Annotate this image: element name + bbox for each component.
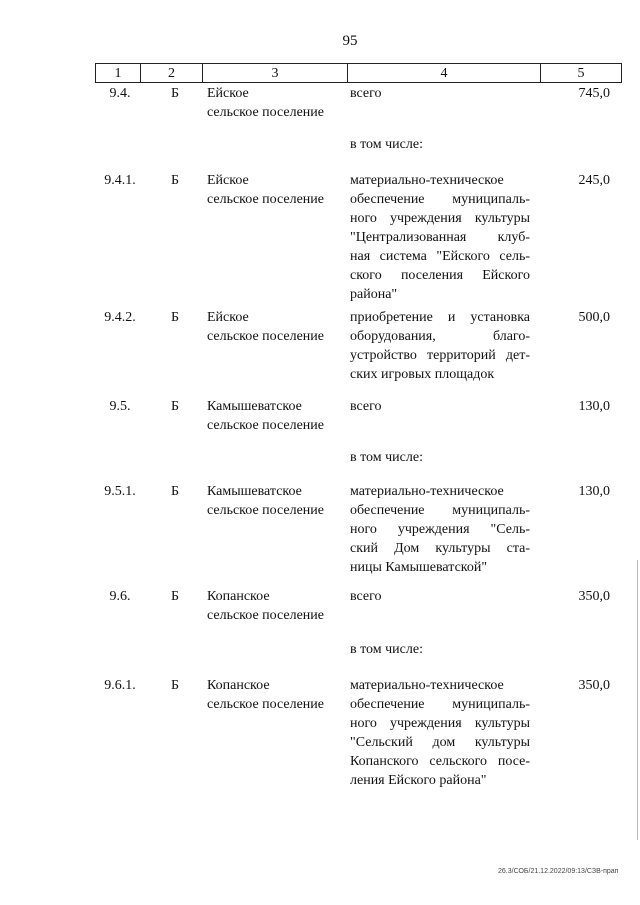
page-number: 95 (342, 33, 358, 49)
row-purpose (350, 640, 530, 659)
row-code: 9.6.1. (104, 678, 136, 693)
purpose-line: ная система "Ейского сель- (350, 249, 530, 264)
row-settlement (207, 482, 347, 520)
purpose-line: "Сельский дом культуры (350, 735, 530, 750)
row-settlement (207, 171, 347, 209)
settlement-line: Копанское (207, 589, 270, 604)
settlement-line: Камышеватское (207, 484, 302, 499)
settlement-line: сельское поселение (207, 503, 324, 518)
purpose-line: ницы Камышеватской" (350, 560, 488, 575)
settlement-line: сельское поселение (207, 105, 324, 120)
row-code: 9.5.1. (104, 484, 136, 499)
header-col-3: 3 (202, 63, 347, 83)
footer-code: 26.3/СОБ/21.12.2022/09:13/СЗВ-прап (498, 868, 619, 875)
purpose-line: в том числе: (350, 642, 423, 657)
row-type: Б (170, 310, 180, 325)
purpose-line: всего (350, 399, 382, 414)
purpose-line: оборудования, благо- (350, 329, 530, 344)
row-code: 9.4. (109, 86, 131, 101)
purpose-line: материально-техническое (350, 678, 504, 693)
purpose-line: материально-техническое (350, 484, 504, 499)
settlement-line: сельское поселение (207, 192, 324, 207)
scan-edge-line (637, 560, 638, 840)
settlement-line: сельское поселение (207, 418, 324, 433)
settlement-line: Ейское (207, 310, 249, 325)
purpose-line: обеспечение муниципаль- (350, 192, 530, 207)
row-amount: 500,0 (578, 310, 610, 325)
row-purpose (350, 171, 530, 304)
row-amount: 350,0 (578, 589, 610, 604)
purpose-line: ного учреждения культуры (350, 211, 530, 226)
row-purpose (350, 587, 530, 606)
row-settlement (207, 676, 347, 714)
settlement-line: Камышеватское (207, 399, 302, 414)
purpose-line: всего (350, 86, 382, 101)
purpose-line: ного учреждения "Сель- (350, 522, 530, 537)
purpose-line: ления Ейского района" (350, 773, 487, 788)
purpose-line: в том числе: (350, 137, 423, 152)
row-settlement (207, 397, 347, 435)
row-amount: 745,0 (578, 86, 610, 101)
purpose-line: ного учреждения культуры (350, 716, 530, 731)
header-col-1: 1 (95, 63, 140, 83)
row-type: Б (170, 678, 180, 693)
row-settlement (207, 308, 347, 346)
purpose-line: ских игровых площадок (350, 367, 495, 382)
settlement-line: Ейское (207, 173, 249, 188)
row-code: 9.4.2. (104, 310, 136, 325)
row-code: 9.6. (109, 589, 131, 604)
row-amount: 245,0 (578, 173, 610, 188)
purpose-line: района" (350, 287, 398, 302)
row-purpose (350, 482, 530, 577)
purpose-line: обеспечение муниципаль- (350, 697, 530, 712)
settlement-line: Копанское (207, 678, 270, 693)
row-purpose (350, 397, 530, 416)
row-amount: 130,0 (578, 484, 610, 499)
table-header (95, 63, 622, 83)
row-settlement (207, 587, 347, 625)
purpose-line: приобретение и установка (350, 310, 530, 325)
purpose-line: материально-техническое (350, 173, 504, 188)
row-code: 9.4.1. (104, 173, 136, 188)
row-purpose (350, 308, 530, 384)
row-type: Б (170, 484, 180, 499)
row-type: Б (170, 399, 180, 414)
settlement-line: сельское поселение (207, 608, 324, 623)
row-purpose (350, 135, 530, 154)
row-type: Б (170, 86, 180, 101)
purpose-line: устройство территорий дет- (350, 348, 530, 363)
row-purpose (350, 448, 530, 467)
purpose-line: ского поселения Ейского (350, 268, 530, 283)
purpose-line: "Централизованная клуб- (350, 230, 530, 245)
purpose-line: ский Дом культуры ста- (350, 541, 530, 556)
purpose-line: всего (350, 589, 382, 604)
row-type: Б (170, 173, 180, 188)
header-col-2: 2 (140, 63, 202, 83)
row-purpose (350, 84, 530, 103)
header-col-4: 4 (347, 63, 540, 83)
settlement-line: сельское поселение (207, 329, 324, 344)
purpose-line: обеспечение муниципаль- (350, 503, 530, 518)
header-col-5: 5 (540, 63, 622, 83)
settlement-line: Ейское (207, 86, 249, 101)
row-amount: 350,0 (578, 678, 610, 693)
purpose-line: Копанского сельского посе- (350, 754, 530, 769)
purpose-line: в том числе: (350, 450, 423, 465)
row-code: 9.5. (109, 399, 131, 414)
row-settlement (207, 84, 347, 122)
row-type: Б (170, 589, 180, 604)
settlement-line: сельское поселение (207, 697, 324, 712)
row-amount: 130,0 (578, 399, 610, 414)
row-purpose (350, 676, 530, 790)
